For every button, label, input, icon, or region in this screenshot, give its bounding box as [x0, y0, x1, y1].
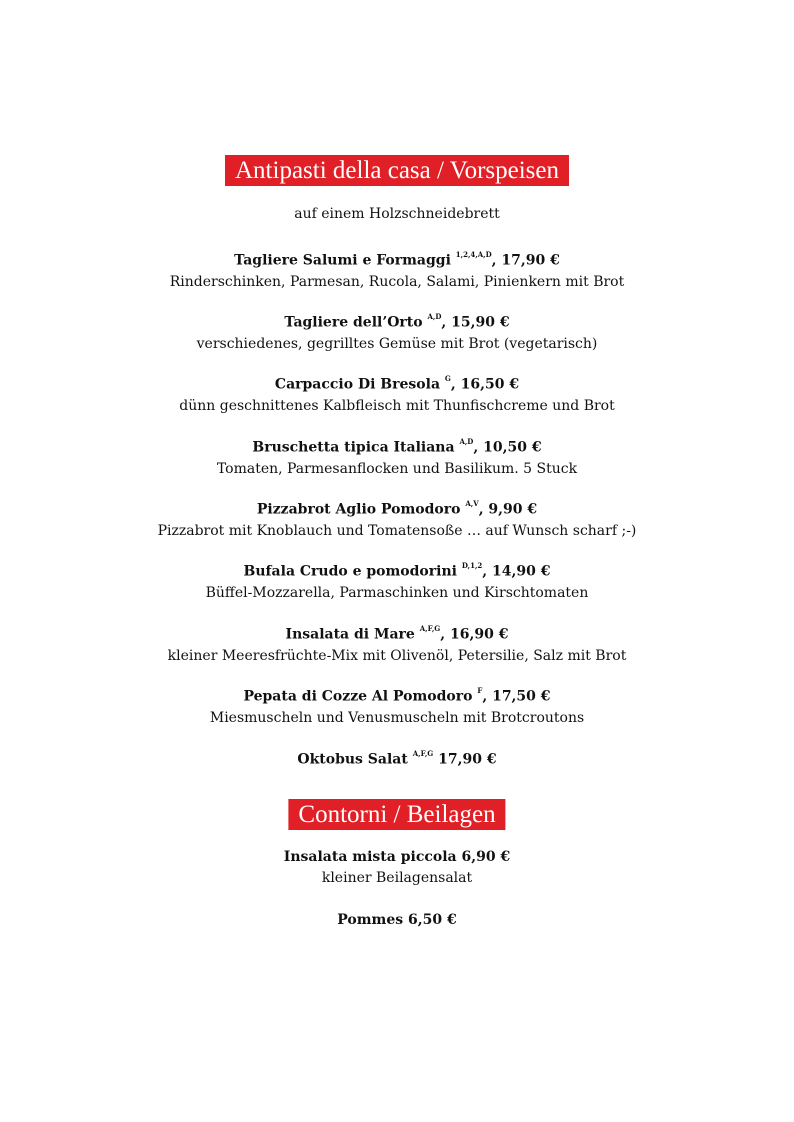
item-description: Miesmuscheln und Venusmuscheln mit Brotcroutons [209, 709, 585, 726]
item-name-line [0, 246, 794, 272]
item-description: kleiner Meeresfrüchte-Mix mit Olivenöl, Petersilie, Salz mit Brot [167, 647, 627, 664]
item-price: , 10,50 € [473, 439, 542, 456]
item-price: 17,90 € [433, 751, 497, 768]
item-name-line [0, 433, 794, 459]
menu-item [0, 620, 794, 667]
item-name: Carpaccio Di Bresola [274, 376, 441, 393]
allergen-codes: D,1,2 [461, 561, 483, 570]
item-name-line [0, 682, 794, 708]
item-price: , 17,90 € [491, 252, 560, 269]
menu-item [0, 682, 794, 729]
item-name-line [0, 495, 794, 521]
item-name-line [0, 910, 794, 931]
item-price: 6,90 € [456, 849, 511, 865]
item-name-line [0, 308, 794, 334]
menu-item [0, 370, 794, 417]
item-description: Büffel-Mozzarella, Parmaschinken und Kirschtomaten [205, 584, 589, 601]
item-price: 6,50 € [403, 912, 457, 928]
menu-item [0, 745, 794, 771]
menu-item [0, 433, 794, 480]
item-description: Tomaten, Parmesanflocken und Basilikum. 5 Stuck [216, 460, 578, 477]
item-description: kleiner Beilagensalat [321, 870, 473, 886]
allergen-codes: A,F,G [419, 624, 441, 633]
allergen-codes: A,F,G [412, 749, 434, 758]
item-price: , 15,90 € [441, 314, 510, 331]
item-description: verschiedenes, gegrilltes Gemüse mit Brot (vegetarisch) [196, 335, 598, 352]
item-name: Insalata di Mare [285, 626, 415, 643]
allergen-codes: F [477, 686, 483, 695]
menu-item [0, 910, 794, 931]
item-name-line [0, 620, 794, 646]
section-heading-antipasti: Antipasti della casa / Vorspeisen [225, 155, 569, 186]
allergen-codes: G [444, 374, 451, 383]
item-name: Pizzabrot Aglio Pomodoro [256, 501, 461, 518]
item-name-line [0, 557, 794, 583]
item-description: dünn geschnittenes Kalbfleisch mit Thunfischcreme und Brot [179, 397, 615, 414]
menu-item [0, 847, 794, 889]
item-name: Bruschetta tipica Italiana [252, 439, 455, 456]
item-name: Insalata mista piccola [283, 849, 457, 865]
allergen-codes: 1,2,4,A,D [455, 250, 492, 259]
menu-item [0, 308, 794, 355]
item-description: Rinderschinken, Parmesan, Rucola, Salami, Pinienkern mit Brot [169, 273, 625, 290]
item-name: Tagliere Salumi e Formaggi [234, 252, 451, 269]
item-name-line [0, 745, 794, 771]
item-name: Bufala Crudo e pomodorini [243, 563, 457, 580]
item-name: Tagliere dell’Orto [284, 314, 423, 331]
allergen-codes: A,V [465, 499, 479, 508]
item-price: , 17,50 € [482, 688, 551, 705]
item-price: , 16,90 € [440, 626, 509, 643]
menu-item [0, 557, 794, 604]
section-heading-contorni: Contorni / Beilagen [288, 799, 505, 830]
menu-item [0, 495, 794, 542]
item-name: Oktobus Salat [297, 751, 408, 768]
item-name: Pommes [337, 912, 404, 928]
item-price: , 9,90 € [478, 501, 538, 518]
item-description: Pizzabrot mit Knoblauch und Tomatensoße … auf Wunsch scharf ;-) [157, 522, 637, 539]
item-name: Pepata di Cozze Al Pomodoro [243, 688, 473, 705]
section-subtitle: auf einem Holzschneidebrett [294, 206, 500, 222]
menu-item [0, 246, 794, 293]
allergen-codes: A,D [459, 437, 474, 446]
item-name-line [0, 370, 794, 396]
item-price: , 14,90 € [482, 563, 551, 580]
allergen-codes: A,D [427, 312, 442, 321]
item-name-line [0, 847, 794, 868]
item-price: , 16,50 € [450, 376, 520, 393]
